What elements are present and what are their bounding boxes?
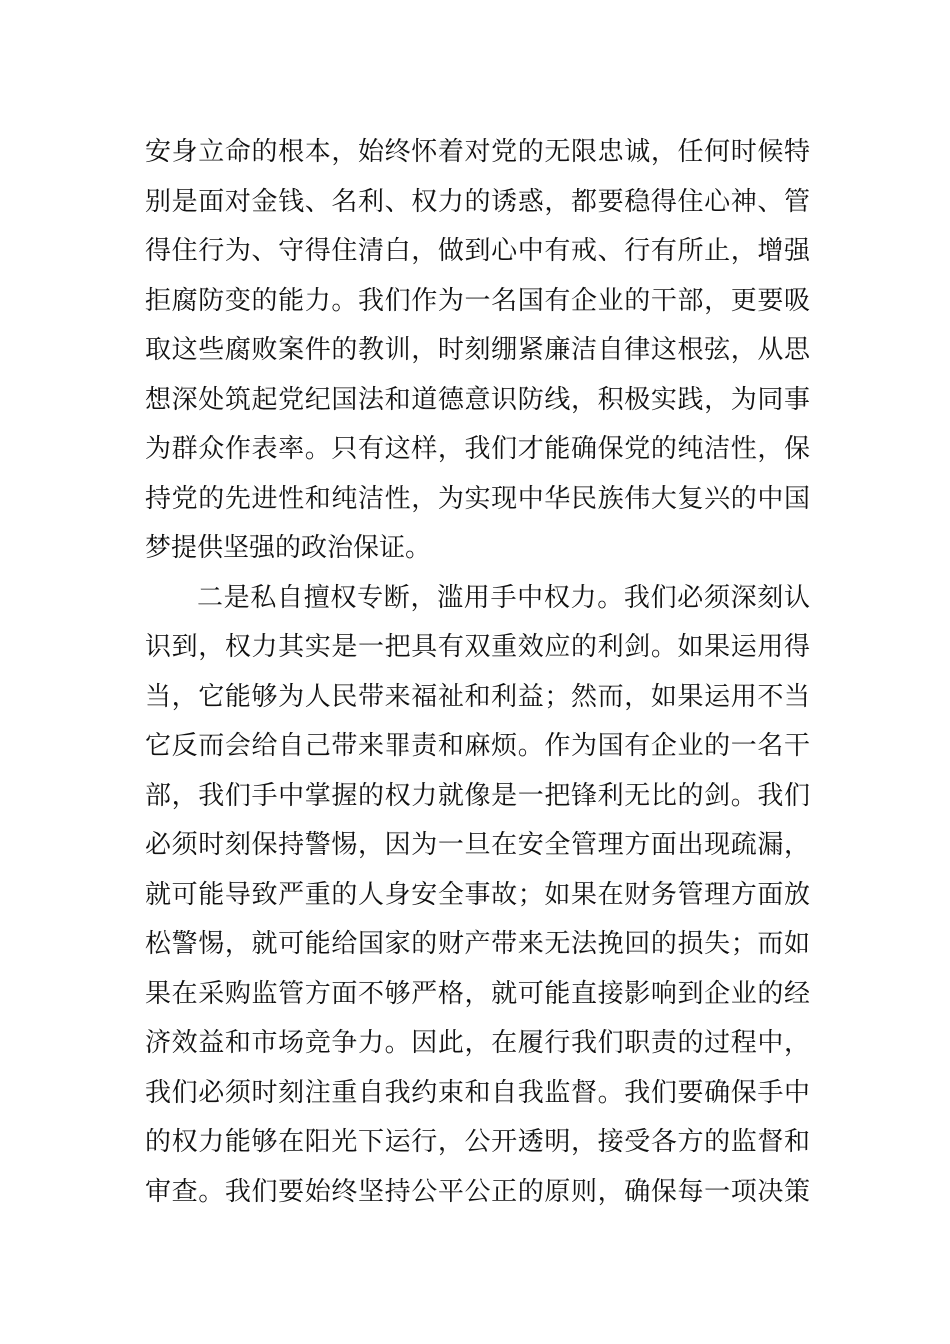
text-line: 果在采购监管方面不够严格，就可能直接影响到企业的经: [145, 978, 810, 1009]
text-line: 梦提供坚强的政治保证。: [145, 533, 432, 563]
text-line: 松警惕，就可能给国家的财产带来无法挽回的损失；而如: [145, 929, 810, 959]
text-line: 得住行为、守得住清白，做到心中有戒、行有所止，增强: [145, 236, 810, 266]
paragraph: [145, 574, 810, 1218]
text-line: 必须时刻保持警惕，因为一旦在安全管理方面出现疏漏，: [145, 830, 810, 860]
text-line: 部，我们手中掌握的权力就像是一把锋利无比的剑。我们: [145, 780, 810, 811]
text-line: 就可能导致严重的人身安全事故；如果在财务管理方面放: [145, 879, 810, 910]
text-line: 取这些腐败案件的教训，时刻绷紧廉洁自律这根弦，从思: [145, 335, 810, 365]
text-line: 想深处筑起党纪国法和道德意识防线，积极实践，为同事: [145, 384, 810, 415]
text-line: 济效益和市场竞争力。因此，在履行我们职责的过程中，: [145, 1028, 810, 1058]
text-line: 二是私自擅权专断，滥用手中权力。我们必须深刻认: [197, 582, 810, 613]
text-line: 持党的先进性和纯洁性，为实现中华民族伟大复兴的中国: [145, 483, 810, 514]
text-line: 拒腐防变的能力。我们作为一名国有企业的干部，更要吸: [145, 285, 810, 316]
text-line: 审查。我们要始终坚持公平公正的原则，确保每一项决策: [145, 1176, 810, 1207]
text-line: 别是面对金钱、名利、权力的诱惑，都要稳得住心神、管: [145, 186, 810, 217]
text-line: 它反而会给自己带来罪责和麻烦。作为国有企业的一名干: [145, 731, 810, 761]
text-line: 识到，权力其实是一把具有双重效应的利剑。如果运用得: [145, 632, 810, 662]
text-line: 安身立命的根本，始终怀着对党的无限忠诚，任何时候特: [145, 137, 810, 167]
document-body: [145, 128, 810, 1217]
text-line: 为群众作表率。只有这样，我们才能确保党的纯洁性，保: [145, 434, 810, 464]
paragraph: [145, 128, 810, 574]
text-line: 的权力能够在阳光下运行，公开透明，接受各方的监督和: [145, 1127, 810, 1157]
text-line: 我们必须时刻注重自我约束和自我监督。我们要确保手中: [145, 1077, 810, 1108]
text-line: 当，它能够为人民带来福祉和利益；然而，如果运用不当: [145, 681, 810, 712]
